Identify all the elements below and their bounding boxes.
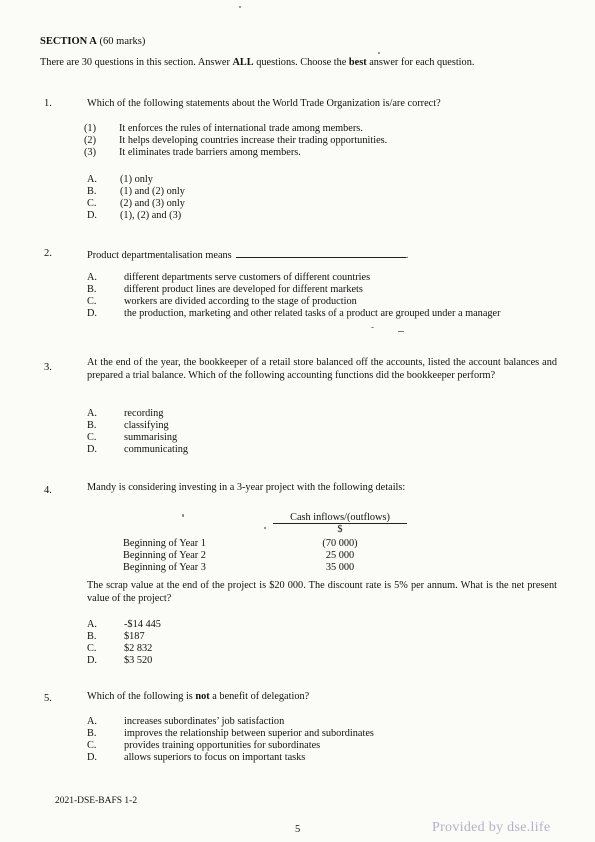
table-row: Beginning of Year 1 (70 000) — [123, 538, 358, 549]
watermark: Provided by dse.life — [432, 820, 551, 835]
question-number: 3. — [44, 362, 52, 373]
table-header: Cash inflows/(outflows) — [273, 512, 407, 524]
question-text: Which of the following is not a benefit of delegation? — [87, 691, 310, 702]
section-heading: SECTION A (60 marks) — [40, 36, 146, 47]
scan-speck — [182, 514, 184, 517]
table-unit: $ — [337, 524, 343, 535]
scan-speck — [398, 331, 404, 332]
scan-speck — [264, 527, 266, 529]
question-text: At the end of the year, the bookkeeper of a retail store balanced off the accounts, listed the account balances and prepared a trial balance. Which of the following accounting functions did the bookkeeper perform? — [87, 357, 557, 381]
question-text: Mandy is considering investing in a 3-year project with the following details: — [87, 482, 406, 493]
scan-speck — [378, 52, 380, 54]
paper-code: 2021-DSE-BAFS 1-2 — [55, 796, 138, 806]
question-text: Which of the following statements about the World Trade Organization is/are correct? — [87, 98, 441, 109]
question-number: 4. — [44, 485, 52, 496]
scan-speck — [371, 327, 374, 328]
answer-blank — [236, 248, 406, 258]
question-number: 1. — [44, 98, 52, 109]
scan-speck — [239, 6, 241, 8]
exam-page: SECTION A (60 marks) There are 30 questions in this section. Answer ALL questions. Choose the best answer for each question. 1. Which of the following statements about the World Trade Organization is/are correct? (1) It enforces the rules of international trade among members. (2) It helps developing countries increase their trading opportunities. (3) It eliminates trade barriers among members. A. (1) only B. (1) and (2) only C. (2) and (3) only D. (1), (2) and (3) 2. Product departmentalisation means . A. different departments serve customers of different countries B. different product lines are developed for different markets C. workers are divided according to the stage of production D. the production, marketing and other related tasks of a product are grouped under a manager 3. At the end of the year, the bookkeeper of a retail store balanced off the accounts, listed the account balances and prepared a trial balance. Which of the following accounting functions did the bookkeeper perform? A. recording B. classifying C. summarising D. communicating 4. Mandy is considering investing in a 3-year project with the following details: Cash inflows/(outflows) $ Beginning of Year 1 (70 000) Beginning of Year 2 25 000 Beginning of Year 3 35 000 The scrap value at the end of the project is $20 000. The discount rate is 5% per annum. What is the net present value of the project? A. -$14 445 B. $187 C. $2 832 D. $3 520 5. Which of the following is not a benefit of delegation? A. increases subordinates’ job satisfaction B. improves the relationship between superior and subordinates C. provides training opportunities for subordinates D. allows superiors to focus on important tasks 2021-DSE-BAFS 1-2 5 Provided by dse.life — [0, 0, 595, 842]
question-number: 2. — [44, 248, 52, 259]
table-row: Beginning of Year 3 35 000 — [123, 562, 355, 573]
question-text-continued: The scrap value at the end of the project is $20 000. The discount rate is 5% per annum. What is the net present value of the project? — [87, 580, 557, 604]
table-row: Beginning of Year 2 25 000 — [123, 550, 355, 561]
question-number: 5. — [44, 693, 52, 704]
page-number: 5 — [295, 824, 301, 835]
section-instructions: There are 30 questions in this section. Answer ALL questions. Choose the best answer for each question. — [40, 57, 475, 68]
question-text: Product departmentalisation means . — [87, 250, 409, 261]
